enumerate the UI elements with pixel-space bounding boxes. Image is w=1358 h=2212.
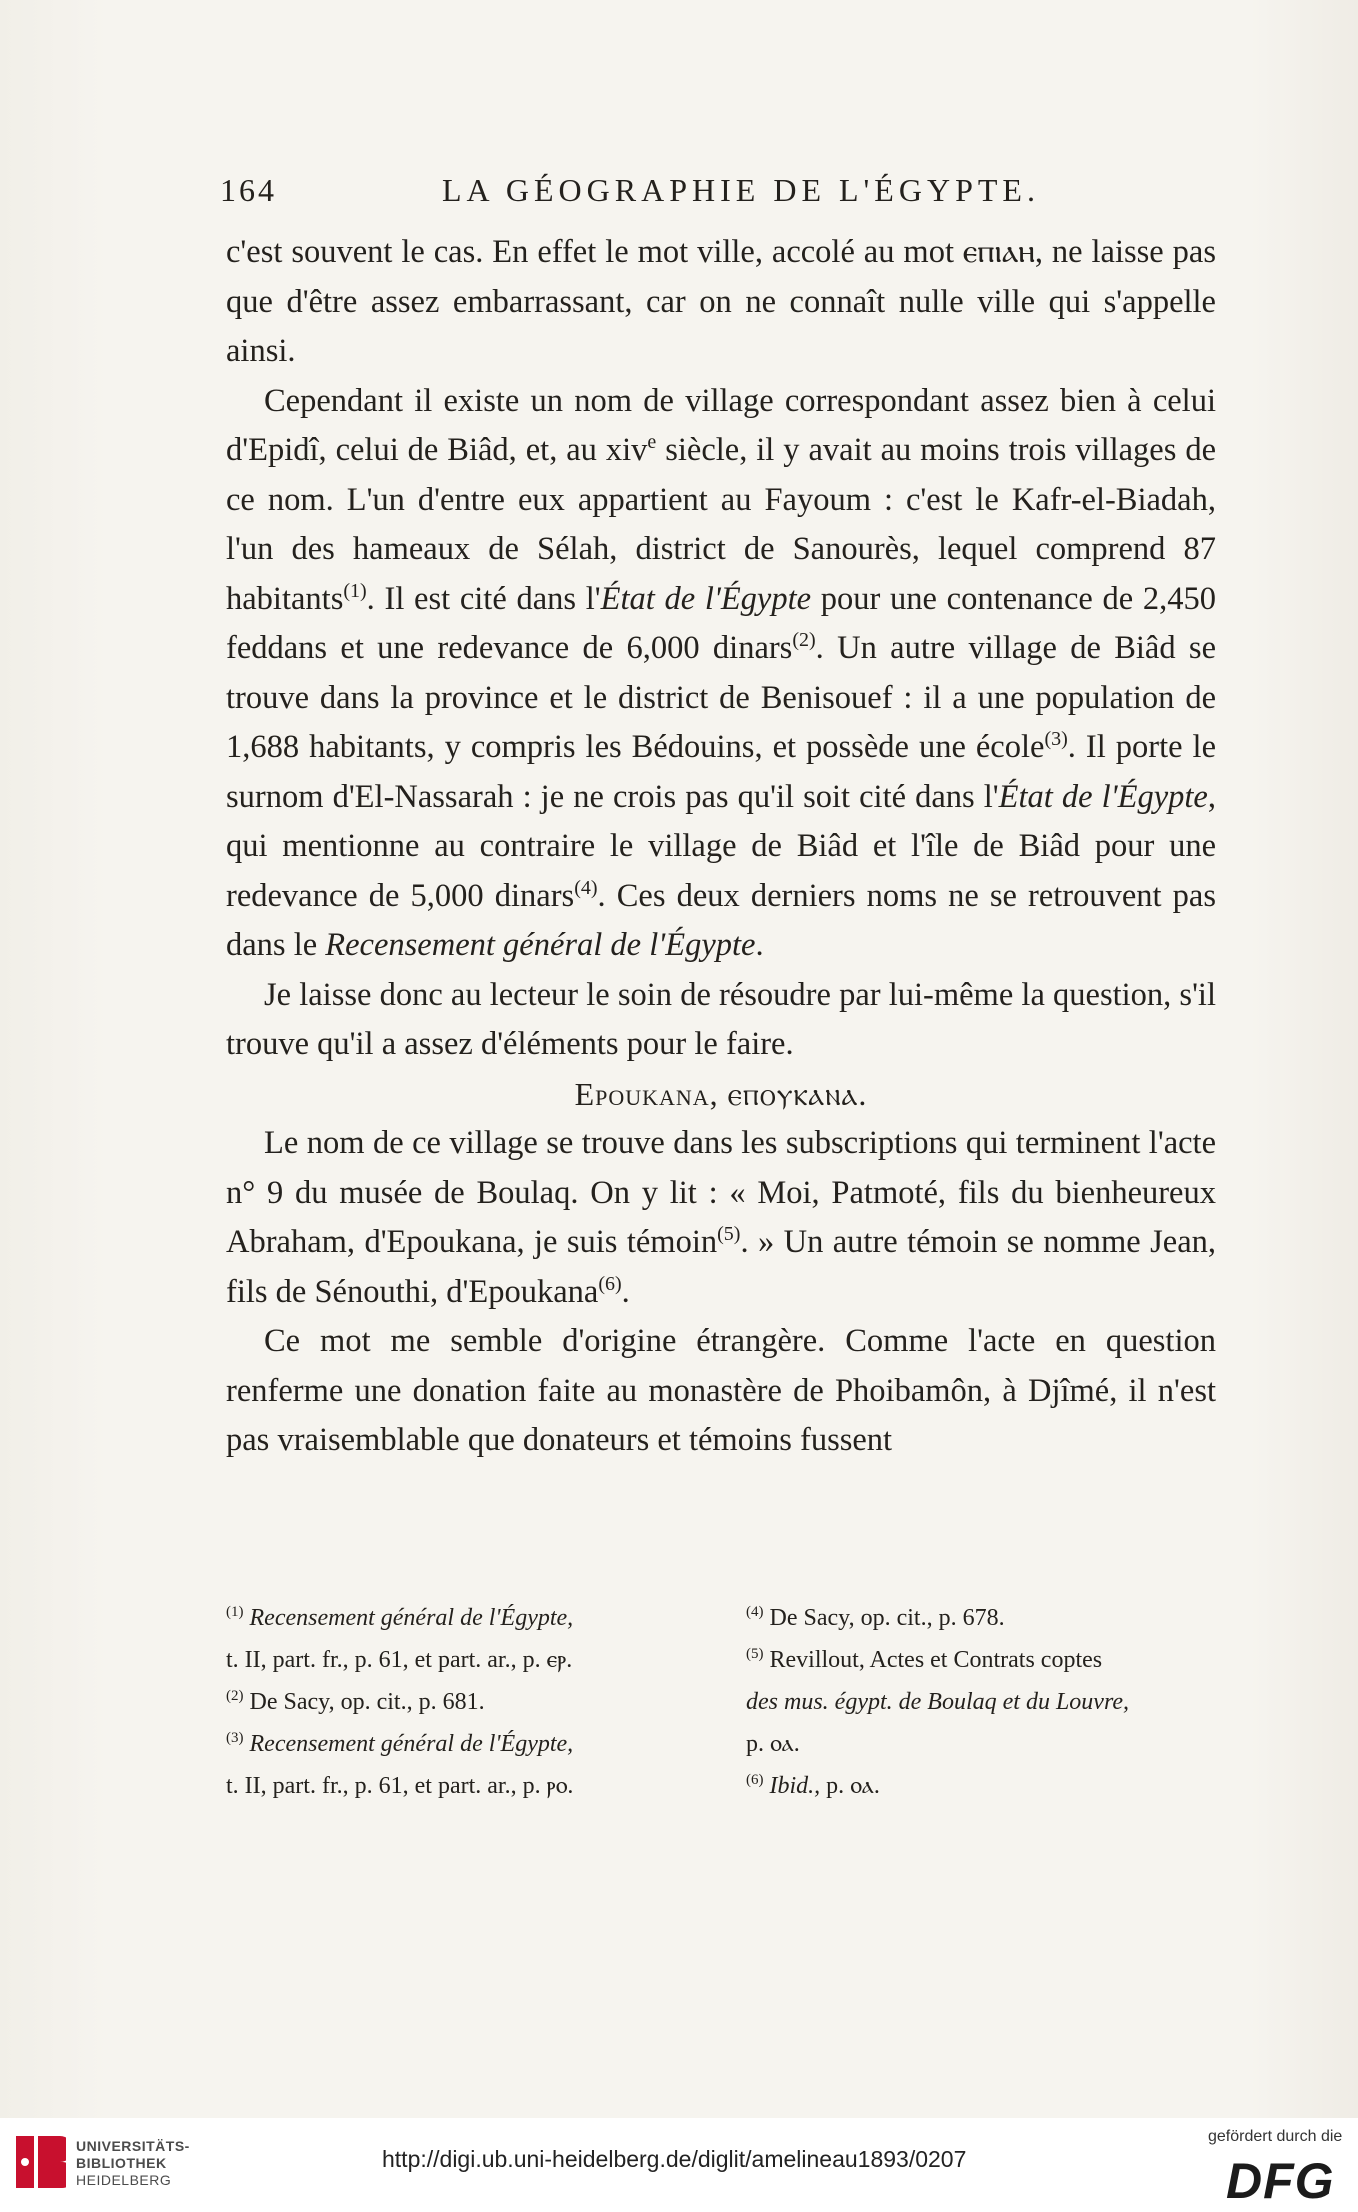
footnote-ref-1[interactable]: (1): [343, 579, 367, 602]
footnote-italic: des mus. égypt. de Boulaq et du Louvre,: [746, 1689, 1130, 1715]
superscript: e: [647, 431, 657, 454]
footnote-line: [746, 1762, 1216, 1804]
footnote-text: p. ⲟⲁ.: [746, 1731, 800, 1757]
footnote-text: Revillout, Actes et Contrats coptes: [769, 1647, 1103, 1673]
footnote-mark: (6): [746, 1772, 764, 1788]
footnote-mark: (2): [226, 1688, 244, 1704]
text-run: . Un autre village de Biâd se trouve dans la province et le district de Benisouef : il a une population de 1,688 habitants, y compris les Bédouins, et possède une école: [226, 630, 1216, 765]
main-text: [226, 228, 1216, 1466]
footnotes-right-column: [746, 1594, 1216, 1804]
footnote-mark: (5): [746, 1646, 764, 1662]
footnote-mark: (3): [226, 1730, 244, 1746]
footnote-italic: Ibid.,: [769, 1773, 821, 1799]
page-number: 164: [220, 172, 277, 208]
paragraph-2: [226, 377, 1216, 971]
text-run: Le nom de ce village se trouve dans les subscriptions qui terminent l'acte n° 9 du musée de Boulaq. On y lit : « Moi, Patmoté, fils du bienheureux Abraham, d'Epoukana, je suis témoin: [226, 1125, 1216, 1260]
footnote-line: [746, 1636, 1216, 1678]
running-title: LA GÉOGRAPHIE DE L'ÉGYPTE.: [442, 172, 1040, 208]
italic-title: État de l'Égypte: [600, 580, 812, 617]
text-run: .: [755, 927, 764, 963]
text-run: . Il porte le surnom d'El-Nassarah : je ne crois pas qu'il soit cité dans l': [226, 729, 1216, 815]
footnote-line: [226, 1720, 696, 1762]
library-line-3: HEIDELBERG: [76, 2172, 172, 2188]
footnote-ref-6[interactable]: (6): [598, 1272, 622, 1295]
footnote-text: p. ⲟⲁ.: [820, 1773, 880, 1799]
footnote-text: De Sacy, op. cit., p. 678.: [769, 1605, 1005, 1631]
funded-by-label: gefördert durch die: [1208, 2128, 1343, 2145]
text-run: . Il est cité dans l': [366, 580, 601, 617]
footnote-mark: (1): [226, 1604, 244, 1620]
footnote-ref-3[interactable]: (3): [1044, 728, 1068, 751]
footnote-text: De Sacy, op. cit., p. 681.: [249, 1689, 485, 1715]
footnote-line: [746, 1594, 1216, 1636]
footnote-line: [746, 1678, 1216, 1720]
library-line-1: UNIVERSITÄTS-: [76, 2138, 190, 2154]
footnote-italic: Recensement général de l'Égypte,: [249, 1731, 574, 1757]
footnote-line: [226, 1678, 696, 1720]
text-run: , qui mentionne au contraire le village de Biâd et l'île de Biâd pour une redevance de 5,000 dinars: [226, 778, 1216, 914]
italic-title: Recensement général de l'Égypte: [325, 927, 756, 963]
text-run: pour une contenance de 2,450 feddans et une redevance de 6,000 dinars: [226, 580, 1216, 666]
footnote-italic: Recensement général de l'Égypte,: [249, 1605, 574, 1631]
viewer-footer: [0, 2118, 1358, 2212]
text-run: Cependant il existe un nom de village correspondant assez bien à celui d'Epidî, celui de Biâd, et, au xiv: [226, 382, 1216, 468]
dfg-logo: DFG: [1226, 2153, 1335, 2209]
text-run: . Ces deux derniers noms ne se retrouvent pas dans le: [226, 877, 1216, 963]
italic-title: État de l'Égypte: [998, 778, 1208, 815]
permalink-url[interactable]: http://digi.ub.uni-heidelberg.de/diglit/amelineau1893/0207: [382, 2146, 967, 2172]
library-line-2: BIBLIOTHEK: [76, 2155, 167, 2171]
paragraph-5: Ce mot me semble d'origine étrangère. Comme l'acte en question renferme une donation faite au monastère de Phoibamôn, à Djîmé, il n'est pas vraisemblable que donateurs et témoins fussent: [226, 1323, 1216, 1458]
page-header: [220, 172, 1220, 212]
footnote-ref-5[interactable]: (5): [717, 1223, 741, 1246]
footnote-ref-4[interactable]: (4): [574, 876, 598, 899]
text-run: . » Un autre témoin se nomme Jean, fils de Sénouthi, d'Epoukana: [226, 1224, 1216, 1310]
paragraph-1: c'est souvent le cas. En effet le mot ville, accolé au mot ⲉⲡⲓⲁⲏ, ne laisse pas que d'être assez embarrassant, car on ne connaît nulle ville qui s'appelle ainsi.: [226, 234, 1216, 369]
university-library-logo-icon: [14, 2132, 66, 2192]
footnote-mark: (4): [746, 1604, 764, 1620]
footnote-line: [746, 1720, 1216, 1762]
paragraph-4: [226, 1119, 1216, 1317]
paragraph-3: Je laisse donc au lecteur le soin de résoudre par lui-même la question, s'il trouve qu'il a assez d'éléments pour le faire.: [226, 976, 1216, 1062]
footnote-line: [226, 1636, 696, 1678]
footnote-line: [226, 1594, 696, 1636]
footnote-ref-2[interactable]: (2): [792, 629, 816, 652]
footnote-line: [226, 1762, 696, 1804]
text-run: siècle, il y avait au moins trois villages de ce nom. L'un d'entre eux appartient au Fayoum : c'est le Kafr-el-Biadah, l'un des hameaux de Sélah, district de Sanourès, lequel comprend 87 habitants: [226, 432, 1216, 617]
footnote-text: t. II, part. fr., p. 61, et part. ar., p. ⲉⲣ.: [226, 1647, 573, 1673]
library-name: [76, 2138, 190, 2189]
text-run: .: [621, 1273, 630, 1310]
footnote-text: t. II, part. fr., p. 61, et part. ar., p. ⲣⲟ.: [226, 1773, 574, 1799]
section-title: Epoukana, ⲉⲡⲟⲩⲕⲁⲛⲁ.: [574, 1075, 868, 1112]
footnotes-left-column: [226, 1594, 696, 1804]
